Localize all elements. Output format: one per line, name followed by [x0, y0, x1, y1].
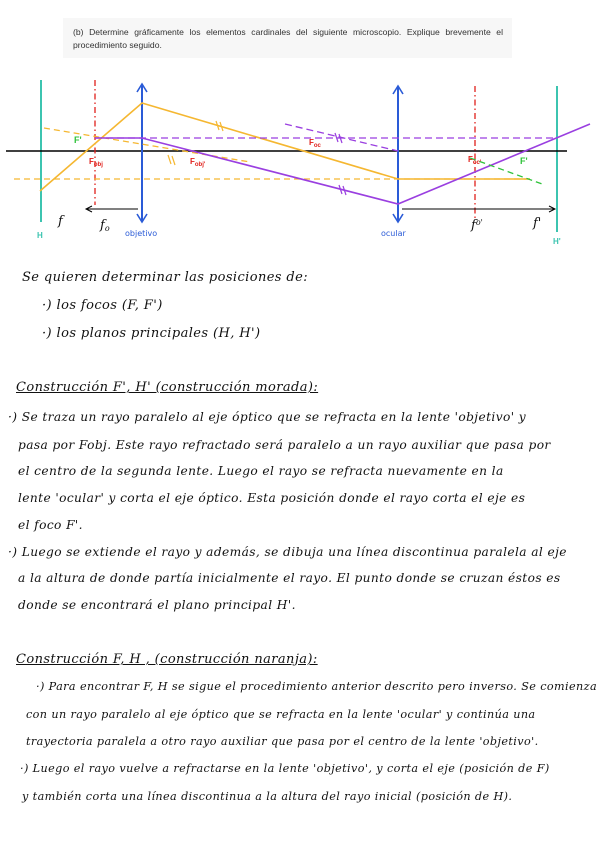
- orange-ray-tick-4: [172, 156, 175, 165]
- question-text: (b) Determine gráficamente los elementos cardinales del siguiente microscopio. Explique brevemente el procedimiento seguido.: [73, 27, 503, 50]
- purple-ray: [95, 124, 590, 204]
- section1-line-1: ·) Se traza un rayo paralelo al eje óptico que se refracta en la lente 'objetivo' y: [8, 410, 527, 424]
- label-foc-prime: $F_{oc'}$: [468, 155, 482, 166]
- label-h: H: [37, 231, 43, 240]
- section2-line-3: trayectoria paralela a otro rayo auxiliar que pasa por el centro de la lente 'objetivo'.: [26, 735, 539, 748]
- orange-ray: [40, 103, 530, 191]
- label-f-prime-left: F': [74, 135, 82, 145]
- section1-line-2: pasa por Fobj. Este rayo refractado será paralelo a un rayo auxiliar que pasa por: [18, 438, 551, 452]
- orange-ray-tick-3: [168, 155, 171, 164]
- section1-line-6: ·) Luego se extiende el rayo y además, se dibuja una línea discontinua paralela al eje: [8, 545, 567, 559]
- section1-line-3: el centro de la segunda lente. Luego el rayo se refracta nuevamente en la: [18, 464, 504, 478]
- label-f-left: f: [58, 214, 63, 229]
- label-fobj: $F_{obj}$: [89, 157, 103, 168]
- section1-line-4: lente 'ocular' y corta el eje óptico. Esta posición donde el rayo corta el eje es: [18, 491, 526, 505]
- label-f-prime-right: F': [520, 156, 528, 166]
- label-fobj-prime: $F_{obj'}$: [190, 157, 206, 168]
- section2-line-2: con un rayo paralelo al eje óptico que se refracta en la lente 'ocular' y continúa una: [26, 708, 536, 721]
- label-ocular: ocular: [381, 229, 406, 238]
- section1-line-7: a la altura de donde partía inicialmente el rayo. El punto donde se cruzan éstos es: [18, 571, 561, 585]
- section1-line-8: donde se encontrará el plano principal H'.: [18, 598, 296, 612]
- notes-bullet-planos: ·) los planos principales (H, H'): [42, 326, 261, 341]
- section2-line-5: y también corta una línea discontinua a la altura del rayo inicial (posición de H).: [22, 790, 513, 803]
- section2-line-4: ·) Luego el rayo vuelve a refractarse en la lente 'objetivo', y corta el eje (posición de F): [20, 762, 550, 775]
- label-objetivo: objetivo: [125, 229, 158, 238]
- orange-dashed-auxiliary-diag: [44, 128, 250, 162]
- label-fo-right: $f^{o'}$: [471, 218, 483, 233]
- notes-bullet-focos: ·) los focos (F, F'): [42, 298, 163, 313]
- label-f-prime-distance: f': [533, 216, 542, 231]
- section1-line-5: el foco F'.: [18, 518, 83, 532]
- section2-line-1: ·) Para encontrar F, H se sigue el procedimiento anterior descrito pero inverso. Se comienza: [36, 680, 598, 693]
- section2-heading: Construcción F, H , (construcción naranja):: [16, 652, 318, 667]
- question-box: [63, 18, 512, 58]
- microscope-diagram: [0, 70, 600, 255]
- label-fo-left: fo: [100, 218, 110, 233]
- notes-intro: Se quieren determinar las posiciones de:: [22, 270, 309, 285]
- label-h-prime: H': [553, 237, 561, 246]
- section1-heading: Construcción F', H' (construcción morada):: [16, 380, 319, 395]
- label-foc: $F_{oc}$: [309, 138, 321, 149]
